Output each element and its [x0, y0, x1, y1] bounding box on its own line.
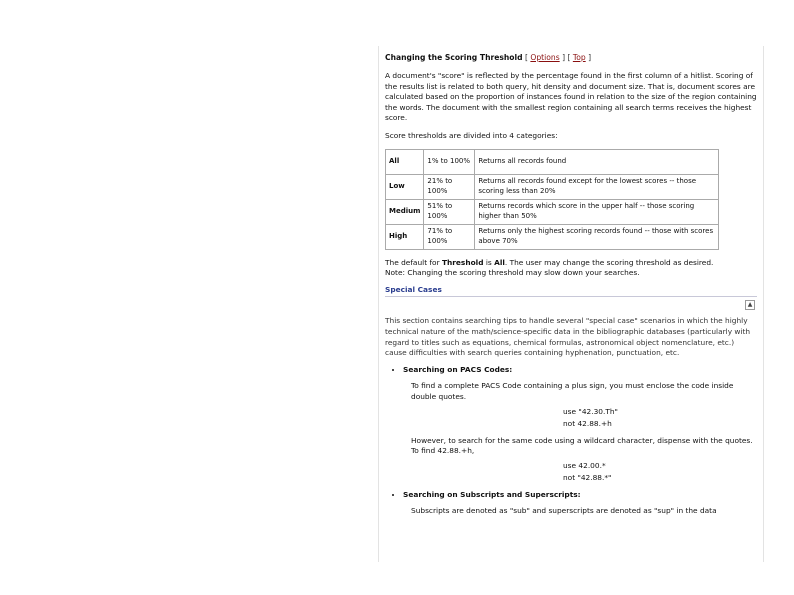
- table-row: [386, 149, 719, 174]
- threshold-label: All: [386, 149, 424, 174]
- threshold-label: High: [386, 224, 424, 249]
- special-cases-paragraph: This section contains searching tips to handle several "special case" scenarios in which the highly technical nature of the math/science-specific data in the bibliographic databases (particularly with regard to titles such as equations, chemical formulas, astronomical object nomenclature, etc.) cause difficulties with search queries containing hyphenation, punctuation, etc.: [385, 316, 751, 358]
- subscripts-text: Subscripts are denoted as "sub" and superscripts are denoted as "sup" in the data: [411, 506, 717, 516]
- section-title-line: Changing the Scoring Threshold [ Options ] [ Top ]: [385, 53, 592, 62]
- threshold-range: 21% to 100%: [424, 174, 475, 199]
- table-row: [386, 174, 719, 199]
- default-note: The default for Threshold is All. The user may change the scoring threshold as desired. Note: Changing the scoring threshold may slow down your searches.: [385, 257, 714, 278]
- wildcard-text: However, to search for the same code using a wildcard character, dispense with the quotes. To find 42.88.+h,: [411, 435, 753, 456]
- code-example: use 42.00.* not "42.88.*": [563, 460, 612, 482]
- threshold-description: Returns only the highest scoring records found -- those with scores above 70%: [475, 224, 719, 249]
- table-row: [386, 199, 719, 224]
- threshold-range: 1% to 100%: [424, 149, 475, 174]
- categories-intro: Score thresholds are divided into 4 categories:: [385, 130, 558, 140]
- pacs-codes-title: Searching on PACS Codes:: [403, 364, 513, 374]
- up-arrow-icon[interactable]: ▲: [745, 300, 755, 310]
- threshold-description: Returns records which score in the upper half -- those scoring higher than 50%: [475, 199, 719, 224]
- list-item: [403, 490, 757, 517]
- threshold-description: Returns all records found except for the lowest scores -- those scoring less than 20%: [475, 174, 719, 199]
- table-row: [386, 224, 719, 249]
- section-title: Changing the Scoring Threshold: [385, 53, 523, 62]
- subscripts-title: Searching on Subscripts and Superscripts:: [403, 489, 581, 499]
- top-link[interactable]: Top: [572, 53, 586, 62]
- special-cases-heading[interactable]: Special Cases: [385, 285, 757, 298]
- intro-paragraph: A document's "score" is reflected by the percentage found in the first column of a hitlist. Scoring of the results list is related to both query, hit density and document size. That is, document scores are calculated based on the proportion of instances found in relation to the size of the region containing the words. The document with the smallest region containing all search terms receives the highest score.: [385, 71, 757, 123]
- pacs-codes-text: To find a complete PACS Code containing a plus sign, you must enclose the code inside double quotes.: [411, 381, 734, 401]
- threshold-label: Low: [386, 174, 424, 199]
- special-cases-list: [385, 365, 757, 517]
- document-page: [378, 46, 764, 562]
- threshold-range: 51% to 100%: [424, 199, 475, 224]
- list-item: [403, 365, 757, 484]
- code-example: use "42.30.Th" not 42.88.+h: [563, 406, 618, 428]
- threshold-range: 71% to 100%: [424, 224, 475, 249]
- threshold-table: [385, 149, 719, 250]
- threshold-description: Returns all records found: [475, 149, 719, 174]
- document-content: [385, 52, 757, 523]
- performance-note: Note: Changing the scoring threshold may slow down your searches.: [385, 268, 640, 278]
- options-link[interactable]: Options: [530, 53, 560, 62]
- threshold-label: Medium: [386, 199, 424, 224]
